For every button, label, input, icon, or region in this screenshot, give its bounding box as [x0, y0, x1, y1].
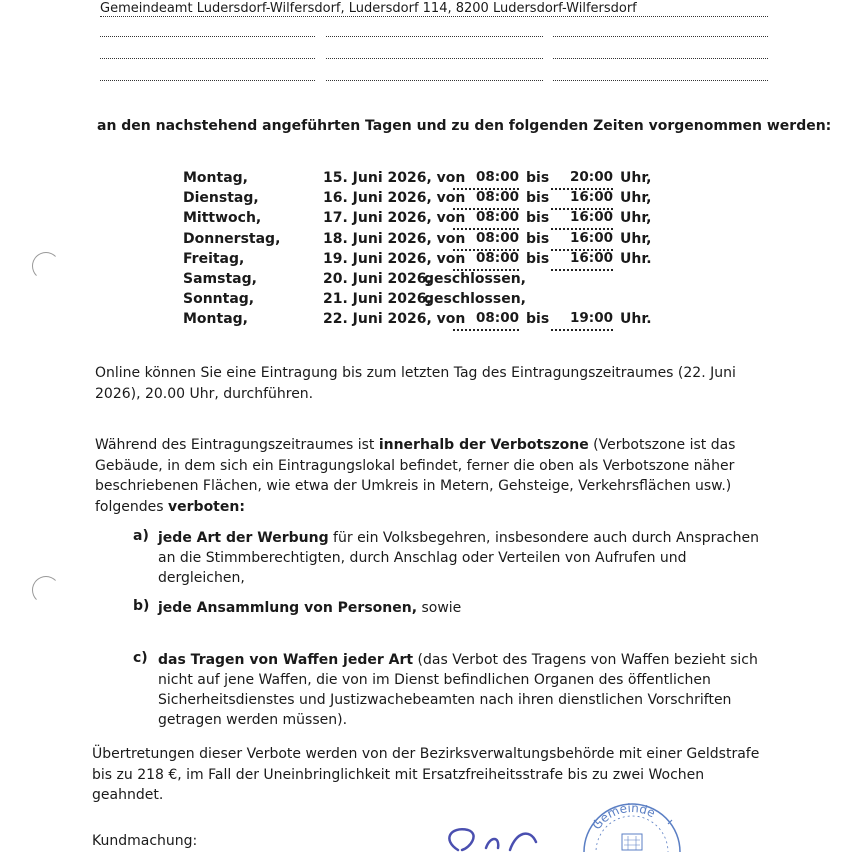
municipal-stamp [570, 796, 690, 852]
punch-hole [32, 576, 60, 604]
dotted-line [553, 58, 768, 59]
time-from: 08:00 [453, 170, 519, 190]
schedule-date: 21. Juni 2026, [323, 291, 432, 308]
address-dotted-line [100, 16, 768, 17]
zone-bold-1: innerhalb der Verbotszone [378, 437, 589, 453]
address-field-text: Gemeindeamt Ludersdorf-Wilfersdorf, Ludersdorf 114, 8200 Ludersdorf-Wilfersdorf [100, 1, 637, 16]
schedule-day: Mittwoch, [183, 210, 262, 227]
schedule-row [0, 170, 852, 190]
zone-paragraph [95, 435, 775, 517]
dotted-line [553, 36, 768, 37]
time-from: 08:00 [453, 311, 519, 331]
schedule-heading: an den nachstehend angeführten Tagen und zu den folgenden Zeiten vorgenommen werden: [97, 118, 832, 134]
signature-image [440, 822, 570, 852]
time-from: 08:00 [453, 251, 519, 271]
schedule-closed: geschlossen, [424, 271, 526, 287]
punch-hole [32, 252, 60, 280]
schedule-day: Samstag, [183, 271, 257, 287]
time-to: 16:00 [551, 251, 613, 271]
footer-label: Kundmachung: [92, 833, 198, 849]
schedule-day: Freitag, [183, 250, 245, 267]
schedule-day: Dienstag, [183, 190, 259, 207]
schedule-uhr: Uhr. [620, 250, 652, 267]
dotted-line [100, 80, 315, 81]
time-to: 20:00 [551, 170, 613, 190]
schedule-date: 16. Juni 2026, von [323, 190, 466, 207]
bis-label: bis [526, 210, 550, 227]
item-b-bold: jede Ansammlung von Personen, [158, 600, 418, 616]
schedule-row [0, 190, 852, 210]
penalty-paragraph: Übertretungen dieser Verbote werden von der Bezirksverwaltungsbehörde mit einer Geldstrafe bis zu 218 €, im Fall der Uneinbringlichkeit mit Ersatzfreiheitsstrafe bis zu zwei Wochen geahndet. [92, 746, 760, 803]
item-a [158, 528, 770, 588]
schedule-day: Sonntag, [183, 291, 255, 308]
online-paragraph: Online können Sie eine Eintragung bis zum letzten Tag des Eintragungszeitraumes (22. Juni 2026), 20.00 Uhr, durchführen. [95, 365, 736, 402]
schedule-date: 17. Juni 2026, von [323, 210, 466, 227]
schedule-day: Montag, [183, 170, 248, 186]
schedule-date: 19. Juni 2026, von [323, 250, 466, 267]
bis-label: bis [526, 190, 550, 207]
bis-label: bis [526, 230, 550, 247]
stamp-text: Gemeinde [589, 800, 658, 833]
schedule-row [0, 231, 852, 251]
dotted-line [100, 36, 315, 37]
item-letter-b: b) [133, 598, 150, 614]
schedule-uhr: Uhr, [620, 170, 652, 186]
schedule-date: 22. Juni 2026, von [323, 311, 466, 328]
time-from: 08:00 [453, 190, 519, 210]
schedule-row [0, 311, 852, 331]
schedule-uhr: Uhr, [620, 230, 652, 247]
item-c [158, 650, 770, 730]
schedule-closed: geschlossen, [424, 291, 526, 308]
dotted-line [553, 80, 768, 81]
time-to: 16:00 [551, 231, 613, 251]
item-a-text: für ein Volksbegehren, insbesondere auch durch Ansprachen an die Stimmberechtigten, durch Anschlag oder Verteilen von Aufrufen und dergleichen, [158, 530, 759, 586]
bis-label: bis [526, 170, 550, 186]
schedule-date: 18. Juni 2026, von [323, 230, 466, 247]
item-c-bold: das Tragen von Waffen jeder Art [158, 652, 414, 668]
schedule-row [0, 271, 852, 291]
schedule-day: Montag, [183, 311, 248, 328]
zone-text-1: Während des Eintragungszeitraumes ist [95, 437, 379, 453]
schedule-row [0, 210, 852, 230]
item-c-text: (das Verbot des Tragens von Waffen bezieht sich nicht auf jene Waffen, die von im Dienst befindlichen Organen des öffentlichen Sicherheitsdienstes und Justizwachebeamten nach ihren dienstlichen Vorschriften getragen werden müssen). [158, 652, 758, 728]
dotted-line [326, 58, 543, 59]
schedule-row [0, 251, 852, 271]
item-a-bold: jede Art der Werbung [158, 530, 329, 546]
schedule-uhr: Uhr, [620, 210, 652, 227]
schedule-uhr: Uhr. [620, 311, 652, 328]
item-letter-a: a) [133, 528, 149, 544]
schedule-day: Donnerstag, [183, 230, 281, 247]
schedule-date: 15. Juni 2026, von [323, 170, 466, 186]
time-to: 16:00 [551, 190, 613, 210]
dotted-line [100, 58, 315, 59]
zone-text-2: (Verbotszone ist das Gebäude, in dem sich ein Eintragungslokal befindet, ferner die oben als Verbotszone näher beschriebenen Flächen, wie etwa der Umkreis in Metern, Gehsteige, Verkehrsflächen usw.) folgendes [95, 437, 736, 515]
item-b-text: sowie [417, 600, 462, 616]
item-letter-c: c) [133, 650, 148, 666]
dotted-line [326, 36, 543, 37]
schedule-date: 20. Juni 2026, [323, 271, 432, 287]
item-b [158, 598, 770, 618]
time-to: 16:00 [551, 210, 613, 230]
schedule-uhr: Uhr, [620, 190, 652, 207]
bis-label: bis [526, 250, 550, 267]
dotted-line [326, 80, 543, 81]
time-from: 08:00 [453, 210, 519, 230]
bis-label: bis [526, 311, 550, 328]
schedule-row [0, 291, 852, 311]
time-from: 08:00 [453, 231, 519, 251]
zone-bold-2: verboten: [168, 498, 245, 515]
time-to: 19:00 [551, 311, 613, 331]
